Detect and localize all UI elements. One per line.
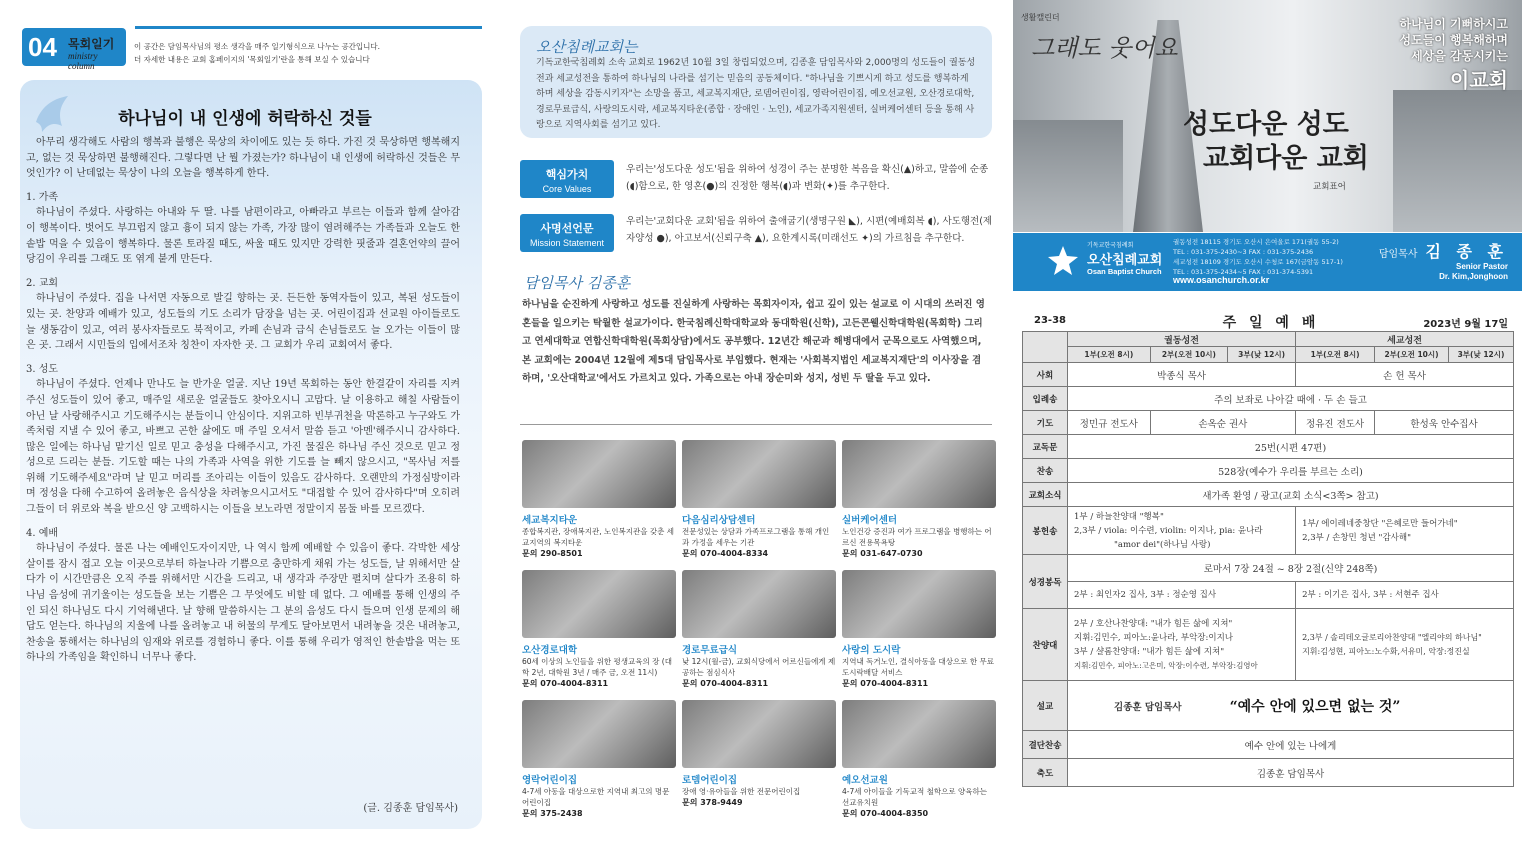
section-heading: 2. 교회 bbox=[26, 277, 59, 289]
table-row bbox=[1023, 609, 1514, 681]
cell-value: 정민규 전도사 bbox=[1068, 411, 1151, 435]
service-time: 2부(오전 10시) bbox=[1150, 347, 1227, 363]
facility-desc: 4-7세 아동을 대상으로한 지역내 최고의 명문 어린이집 bbox=[522, 787, 670, 807]
section-paragraph: 하나님이 주셨다. 언제나 만나도 늘 반가운 얼굴. 지난 19년 목회하는 동안 한결같이 자리를 지켜주신 성도들이 있어 좋고, 매주일 새로운 얼굴들도 찾아오시니 고맙다. 날 이용하고 해칠 사람들이 아닌 날 사랑해주시고 기도해주시는 분들이니 안심이다. 지위고하 빈부귀천을 막론하고 누구와도 가족처럼 지낼 수 있어 좋고, 바쁘고 곤한 삶에도 매 주일 오셔서 말씀 듣고 '아멘'해주시니 감사하다. 많은 일에는 하나님 맡기신 일로 믿고 충성을 다해주시고, 가진 물질은 하나님 주신 것으로 믿고 정성으로 드리는 분들. 기도할 때는 나의 가족과 사역을 위한 기도를 늘 빼지 않으시고, "목사님 저를 위해 기도해주세요"라며 날 믿고 머리를 조아리는 이들이 있음도 감사하다. 오랜만의 가정심방이라며 정성을 다해 수고하여 올려놓은 음식상을 차려놓으시고서도 "대접할 수 있어 감사하다"며 오히려 그들이 더 위로와 복을 받으신 양 고백하시는 이들을 보노라면 정말이지 몸둘 바를 모르겠다. bbox=[26, 379, 460, 516]
row-label: 기도 bbox=[1023, 411, 1068, 435]
table-row bbox=[1023, 731, 1514, 759]
table-row bbox=[1023, 483, 1514, 507]
facility-card bbox=[682, 700, 836, 808]
cell-value: 예수 안에 있는 나에게 bbox=[1068, 731, 1514, 759]
section-badge bbox=[22, 28, 126, 71]
mission-title: 사명선언문 bbox=[540, 222, 594, 235]
sermon-title: “예수 안에 있으면 없는 것” bbox=[1228, 681, 1514, 731]
facility-desc: 장애 영·유아들을 위한 전문어린이집 bbox=[682, 787, 801, 796]
table-row bbox=[1023, 555, 1514, 582]
row-label: 결단찬송 bbox=[1023, 731, 1068, 759]
header-rule bbox=[135, 26, 482, 29]
row-label: 봉헌송 bbox=[1023, 507, 1068, 555]
church-name: 오산침례교회 bbox=[1087, 253, 1163, 268]
facility-desc: 4-7세 아이들을 기독교적 철학으로 양육하는 선교유치원 bbox=[842, 787, 987, 807]
campus-header: 세교성전 bbox=[1296, 332, 1514, 347]
table-row bbox=[1023, 332, 1514, 347]
badge-subtitle: ministry column bbox=[68, 51, 98, 71]
cell-value: 손옥순 권사 bbox=[1150, 411, 1295, 435]
row-label: 찬송 bbox=[1023, 459, 1068, 483]
pastor-name: 김 종 훈 bbox=[1425, 242, 1508, 261]
row-label: 축도 bbox=[1023, 759, 1068, 787]
service-time: 3부(낮 12시) bbox=[1228, 347, 1296, 363]
facility-desc: 종합복지관, 장애복지관, 노인복지관을 갖춘 세교지역의 복지타운 bbox=[522, 527, 674, 547]
page-number: 04 bbox=[28, 32, 57, 62]
cell-value: 로마서 7장 24절 ~ 8장 2절(신약 248쪽) bbox=[1068, 555, 1514, 582]
table-row bbox=[1023, 387, 1514, 411]
slogan-line: 성도들이 행복해하며 bbox=[1399, 33, 1508, 47]
campus-header: 궐동성전 bbox=[1068, 332, 1296, 347]
row-label: 교독문 bbox=[1023, 435, 1068, 459]
description-line: 더 자세한 내용은 교회 홈페이지의 '목회일기'란을 통해 보실 수 있습니다 bbox=[134, 55, 370, 64]
article-intro: 아무리 생각해도 사람의 행복과 불행은 묵상의 차이에도 있는 듯 하다. 가진 것 묵상하면 행복해지고, 없는 것 묵상하면 불행해진다. 그렇다면 난 뭘 가졌는가? 하나님이 내 인생에 허락하신 것들은 무엇인가? 이 난데없는 묵상이 나의 오늘을 행복하게 한다. bbox=[26, 137, 460, 180]
denomination: 기독교한국침례회 bbox=[1087, 242, 1134, 249]
facility-desc: 전문성있는 상담과 가족프로그램을 통해 개인과 가정을 세우는 기관 bbox=[682, 527, 830, 547]
cover-title-line2: 교회다운 교회 bbox=[1203, 143, 1369, 174]
cell-value: 박종식 목사 bbox=[1068, 363, 1296, 387]
section-paragraph: 하나님이 주셨다. 물론 나는 예배인도자이지만, 나 역시 함께 예배할 수 있음이 좋다. 각박한 세상살이를 잠시 접고 오늘 이곳으로부터 하늘나라 기쁨으로 충만하게 채워 가는 성도들, 날 위해서만 살다가 이 시간만큼은 오직 주를 위해서만 시간을 드리고, 내 생각과 주장만 펼치며 살다가 조용히 하나님 음성에 귀기울이는 성도들을 보는 기쁨은 그 무엇에도 비할 데 없다. 그 예배를 통해 인생의 주인 되신 하나님도 다시 기억해낸다. 날 향해 말씀하시는 그 분의 음성도 다시 들으며 인생 문제의 해답도 얻는다. 하나님의 지울에 나를 올려놓고 내 허물의 무게도 달아보면서 내려놓을 것은 내려놓고, 찬송을 통해서는 하나님의 임재와 위로를 경험하니 좋다. 이를 통해 우리가 영적인 한솥밥을 먹는 또 하나의 가족임을 확인하니 너무나 좋다. bbox=[26, 543, 460, 664]
facility-phone: 문의 031-647-0730 bbox=[842, 549, 923, 558]
church-slogan bbox=[1399, 16, 1508, 93]
facility-photo bbox=[842, 570, 996, 638]
ministry-column-panel bbox=[0, 0, 490, 843]
church-intro-box bbox=[520, 26, 992, 138]
table-row bbox=[1023, 759, 1514, 787]
cell-value: 2부 : 이기은 집사, 3부 : 서현주 집사 bbox=[1296, 582, 1514, 609]
cell-value: 한성욱 안수집사 bbox=[1375, 411, 1514, 435]
table-row bbox=[1023, 411, 1514, 435]
pastor-heading: 담임목사 김종훈 bbox=[524, 274, 631, 292]
cell-line: 지휘:김성현, 피아노:노수화,서유미, 악장:정진실 bbox=[1302, 646, 1470, 656]
section-heading: 3. 성도 bbox=[26, 363, 59, 375]
facility-name: 경로무료급식 bbox=[682, 645, 738, 656]
cover-title-line1: 성도다운 성도 bbox=[1183, 109, 1349, 140]
calendar-word: 그래도 웃어요 bbox=[1031, 34, 1178, 62]
worship-order-table bbox=[1022, 331, 1514, 787]
row-label: 사회 bbox=[1023, 363, 1068, 387]
facility-card bbox=[522, 700, 676, 819]
address-line: TEL : 031-375-2434~5 FAX : 031-374-5391 bbox=[1173, 268, 1314, 276]
slogan-brand: 이교회 bbox=[1450, 68, 1508, 92]
table-row bbox=[1023, 507, 1514, 555]
bulletin-cover bbox=[1010, 0, 1526, 843]
facility-photo bbox=[682, 570, 836, 638]
cell-line: 2,3부 / 솔리데오글로리아찬양대 "엘리야의 하나님" bbox=[1302, 632, 1482, 642]
section-description bbox=[134, 40, 484, 66]
table-row bbox=[1023, 582, 1514, 609]
facility-name: 로뎀어린이집 bbox=[682, 775, 738, 786]
cell-line: 1부/ 에이레네중창단 "은혜로만 들어가네" bbox=[1302, 518, 1458, 529]
service-time: 1부(오전 8시) bbox=[1068, 347, 1151, 363]
service-time: 2부(오전 10시) bbox=[1375, 347, 1449, 363]
core-values-label bbox=[520, 160, 614, 198]
mission-statement-label bbox=[520, 214, 614, 252]
facility-name: 영락어린이집 bbox=[522, 775, 578, 786]
facility-photo bbox=[842, 700, 996, 768]
facility-name: 다음심리상담센터 bbox=[682, 515, 756, 526]
cell-value bbox=[1068, 507, 1296, 555]
preacher-name: 김종훈 담임목사 bbox=[1068, 681, 1228, 731]
slogan-line: 하나님이 기뻐하시고 bbox=[1399, 17, 1508, 31]
slogan-line: 세상을 감동시키는 bbox=[1411, 49, 1508, 63]
facility-phone: 문의 290-8501 bbox=[522, 549, 583, 558]
cell-value: 25번(시편 47편) bbox=[1068, 435, 1514, 459]
pastor-title-en: Senior Pastor bbox=[1455, 262, 1508, 271]
facility-card bbox=[522, 440, 676, 559]
pastor-name-en: Dr. Kim,Jonghoon bbox=[1439, 272, 1508, 281]
address-line: 궐동성전 18115 경기도 오산시 은여울로 171(궐동 55-2) bbox=[1173, 238, 1339, 246]
core-values-en: Core Values bbox=[542, 184, 592, 194]
table-row bbox=[1023, 459, 1514, 483]
pastor-bio: 하나님을 순진하게 사랑하고 성도를 진실하게 사랑하는 목회자이자, 쉽고 깊이 있는 설교로 이 시대의 쓰러진 영혼들을 일으키는 탁월한 설교가이다. 한국침례신학대학교와 동대학원(신학), 고든콘웰신학대학원(목회학) 그리고 연세대학교 연합신학대학원(목회상담)에서도 공부했다. 12년간 해군과 해병대에서 군목으로도 사역했으며, 본 교회에는 2004년 12월에 제5대 담임목사로 부임했다. 현재는 '사회복지법인 세교복지재단'의 이사장을 겸하며, '오산대학교'에서도 가르치고 있다. 가족으로는 아내 장순미와 성지, 성빈 두 딸을 두고 있다. bbox=[522, 299, 985, 384]
core-values-text: 우리는'성도다운 성도'됨을 위하여 성경이 주는 분명한 복음을 확신(▲)하고, 말씀에 순종(◖)함으로, 한 영혼(●)의 진정한 행복(◖)과 변화(✦)를 추구한다. bbox=[626, 164, 989, 192]
facility-phone: 문의 070-4004-8350 bbox=[842, 809, 929, 818]
worship-date: 2023년 9월 17일 bbox=[1423, 319, 1508, 330]
cell-value: 새가족 환영 / 광고(교회 소식<3쪽> 참고) bbox=[1068, 483, 1514, 507]
facility-desc: 지역내 독거노인, 결식아동을 대상으로 한 무료 도시락배달 서비스 bbox=[842, 657, 994, 677]
core-values-title: 핵심가치 bbox=[545, 168, 589, 181]
cell-line: 지휘:김민수, 피아노:고은미, 악장:이수련, 부악장:김영아 bbox=[1074, 660, 1258, 670]
church-name-en: Osan Baptist Church bbox=[1087, 267, 1162, 276]
cell-line: 1부 / 하늘찬양대 "행복" bbox=[1074, 511, 1164, 522]
row-label: 교회소식 bbox=[1023, 483, 1068, 507]
facility-photo bbox=[522, 570, 676, 638]
facility-desc: 낮 12시(월-금), 교회식당에서 어르신들에게 제공하는 점심식사 bbox=[682, 657, 836, 677]
row-label: 설교 bbox=[1023, 681, 1068, 731]
building-shape bbox=[1013, 120, 1123, 232]
cell-line: 2,3부 / 손창민 청년 "감사해" bbox=[1302, 532, 1411, 543]
worship-title: 주 일 예 배 bbox=[1222, 315, 1320, 331]
table-row bbox=[1023, 363, 1514, 387]
church-address bbox=[1173, 237, 1343, 277]
cell-line: 3부 / 샬롬찬양대: "내가 힘든 삶에 지쳐" bbox=[1074, 646, 1225, 657]
article-title: 하나님이 내 인생에 허락하신 것들 bbox=[118, 109, 372, 129]
table-row bbox=[1023, 681, 1514, 731]
facility-phone: 문의 378-9449 bbox=[682, 798, 743, 807]
pastor-label: 담임목사 bbox=[1378, 249, 1418, 260]
church-logo-icon bbox=[1045, 243, 1081, 279]
facility-desc: 60세 이상의 노인들을 위한 평생교육의 장 (대학 2년, 대학원 3년 / 매주 금, 오전 11시) bbox=[522, 657, 672, 677]
facility-name: 실버케어센터 bbox=[842, 515, 898, 526]
calendar-label: 생활캘린더 bbox=[1021, 13, 1060, 22]
building-shape bbox=[1393, 90, 1522, 232]
address-line: 세교성전 18109 경기도 오산시 수청로 167(금암동 517-1) bbox=[1173, 258, 1343, 266]
intro-text: 기독교한국침례회 소속 교회로 1962년 10월 3일 창립되었으며, 김종훈 담임목사와 2,000명의 성도들이 궐동성전과 세교성전을 통하여 하나님의 나라를 섬기는 믿음의 공동체이다. "하나님을 기쁘시게 하고 성도를 행복하게 하며 세상을 감동시키자"는 소망을 품고, 세교복지재단, 로뎀어린이집, 영락어린이집, 예오선교원, 오산경로대학, 경로무료급식, 사랑의도시락, 세교복지타운(종합 · 장애인 · 노인), 세교가족지원센터, 실버케어센터 등을 통해 사랑으로 지역사회를 섬기고 있다. bbox=[536, 58, 976, 130]
row-label: 성경봉독 bbox=[1023, 555, 1068, 609]
cell-value: 손 헌 목사 bbox=[1296, 363, 1514, 387]
worship-header bbox=[1034, 312, 1508, 331]
cell-line: 지휘:김민수, 피아노:윤나라, 부악장:이지나 bbox=[1074, 632, 1233, 643]
section-divider bbox=[520, 424, 992, 425]
facility-name: 사랑의 도시락 bbox=[842, 645, 901, 656]
motto-label: 교회표어 bbox=[1313, 182, 1346, 192]
senior-pastor-info bbox=[1379, 239, 1508, 282]
description-line: 이 공간은 담임목사님의 평소 생각을 매주 일기형식으로 나누는 공간입니다. bbox=[134, 42, 381, 51]
row-label: 입례송 bbox=[1023, 387, 1068, 411]
section-heading: 1. 가족 bbox=[26, 191, 59, 203]
table-row bbox=[1023, 435, 1514, 459]
mission-text: 우리는'교회다운 교회'됨을 위하여 출애굽기(생명구원 ◣), 시편(예배회복 ◖), 사도행전(제자양성 ●), 아고보서(신뢰구축 ▲), 요한계시록(미래선도 ✦)의 가르침을 추구한다. bbox=[626, 216, 993, 244]
facility-photo bbox=[522, 440, 676, 508]
facility-name: 예오선교원 bbox=[842, 775, 888, 786]
cell-line: 2부 / 호산나찬양대: "내가 힘든 삶에 지쳐" bbox=[1074, 618, 1233, 629]
facility-photo bbox=[842, 440, 996, 508]
facility-photo bbox=[522, 700, 676, 768]
mission-en: Mission Statement bbox=[529, 238, 605, 248]
facility-card bbox=[522, 570, 676, 689]
church-intro-panel bbox=[508, 0, 1000, 843]
facility-name: 세교복지타운 bbox=[522, 515, 578, 526]
service-time: 1부(오전 8시) bbox=[1296, 347, 1375, 363]
table-corner bbox=[1023, 332, 1068, 363]
section-paragraph: 하나님이 주셨다. 사랑하는 아내와 두 딸. 나를 남편이라고, 아빠라고 부르는 이들과 함께 살아감이 행복이다. 벗어도 부끄럽지 않고 흉이 되지 않는 가족, 가장 많이 염려해주는 가족들과 오늘도 한솥밥 먹을 수 있음이 행복하다. 물론 토라질 때도, 싸울 때도 있지만 강력한 핏줄과 결혼언약의 끌어당김이 우리를 그래도 또 엮게 붙게 만든다. bbox=[26, 207, 460, 266]
facility-phone: 문의 070-4004-8311 bbox=[842, 679, 929, 688]
cell-value: 주의 보좌로 나아갈 때에 · 두 손 들고 bbox=[1068, 387, 1514, 411]
row-label: 찬양대 bbox=[1023, 609, 1068, 681]
cell-value: 528장(예수가 우리를 부르는 소리) bbox=[1068, 459, 1514, 483]
cell-value: 김종훈 담임목사 bbox=[1068, 759, 1514, 787]
section-heading: 4. 예배 bbox=[26, 527, 59, 539]
church-website-link[interactable]: www.osanchurch.or.kr bbox=[1173, 275, 1270, 285]
church-info-bar bbox=[1013, 233, 1522, 291]
service-time: 3부(낮 12시) bbox=[1449, 347, 1514, 363]
issue-number: 23-38 bbox=[1034, 315, 1066, 326]
facility-card bbox=[682, 440, 836, 559]
facility-name: 오산경로대학 bbox=[522, 645, 578, 656]
article-signature: (글. 김종훈 담임목사) bbox=[363, 803, 458, 814]
facility-card bbox=[842, 440, 996, 559]
cell-line: "amor dei"(하나님 사랑) bbox=[1114, 539, 1211, 550]
intro-heading: 오산침례교회는 bbox=[536, 38, 638, 56]
facility-photo bbox=[682, 700, 836, 768]
table-row bbox=[1023, 347, 1514, 363]
facility-card bbox=[682, 570, 836, 689]
facility-photo bbox=[682, 440, 836, 508]
facility-card bbox=[842, 700, 996, 819]
facility-desc: 노인건강 증진과 여가 프로그램을 병행하는 어르신 전용목욕탕 bbox=[842, 527, 992, 547]
article-body bbox=[26, 135, 460, 666]
cell-line: 2,3부 / viola: 이수련, violin: 이지나, pia: 윤나라 bbox=[1074, 525, 1263, 536]
cell-value: 정유진 전도사 bbox=[1296, 411, 1375, 435]
address-line: TEL : 031-375-2430~3 FAX : 031-375-2436 bbox=[1173, 248, 1314, 256]
cell-value bbox=[1296, 609, 1514, 681]
cell-value bbox=[1068, 609, 1296, 681]
facility-phone: 문의 070-4004-8311 bbox=[682, 679, 769, 688]
cover-photo bbox=[1013, 0, 1522, 232]
section-paragraph: 하나님이 주셨다. 집을 나서면 자동으로 발길 향하는 곳. 든든한 동역자들이 있고, 복된 성도들이 있는 곳. 찬양과 예배가 있고, 성도들의 기도 소리가 담장을 넘는 곳. 어린이집과 선교원 아이들로도 늘 생동감이 있고, 여러 봉사자들로도 북적이고, 카페 손님과 급식 손님들로도 늘 오가는 이들이 많은 곳. 그래서 시민들의 입에서조차 칭찬이 자자한 곳. 그 교회가 우리 교회여서 좋다. bbox=[26, 293, 460, 352]
facility-card bbox=[842, 570, 996, 689]
facility-phone: 문의 070-4004-8334 bbox=[682, 549, 769, 558]
cell-value bbox=[1296, 507, 1514, 555]
facility-phone: 문의 375-2438 bbox=[522, 809, 583, 818]
facility-phone: 문의 070-4004-8311 bbox=[522, 679, 609, 688]
badge-title: 목회일기 bbox=[68, 37, 115, 51]
cell-value: 2부 : 최인자2 집사, 3부 : 정순영 집사 bbox=[1068, 582, 1296, 609]
